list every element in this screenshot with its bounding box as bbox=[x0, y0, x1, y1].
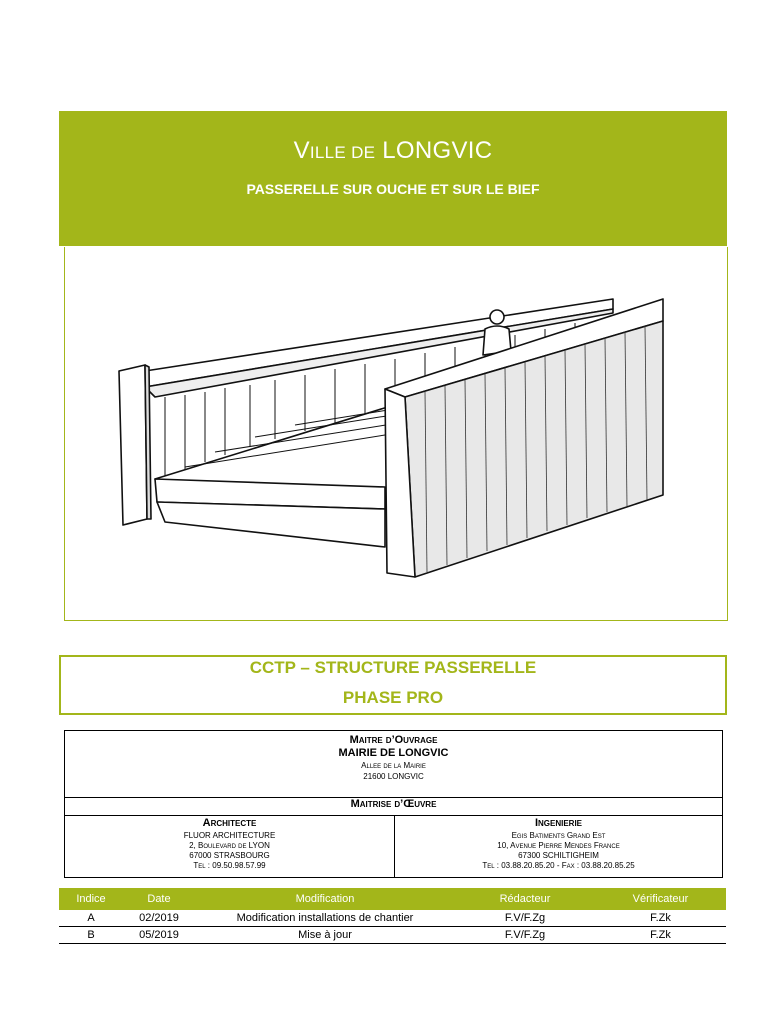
header-date: Date bbox=[123, 888, 195, 910]
ingenierie-line: 67300 SCHILTIGHEIM bbox=[518, 851, 599, 860]
architecte-line: Tel : 09.50.98.57.99 bbox=[193, 861, 266, 870]
document-title: CCTP – STRUCTURE PASSERELLE bbox=[249, 658, 537, 677]
table-row bbox=[59, 910, 726, 927]
header-redacteur: Rédacteur bbox=[455, 888, 595, 910]
maitrise-oeuvre-title: Maitrise d’Œuvre bbox=[65, 797, 722, 816]
ingenierie-section bbox=[395, 815, 722, 877]
ingenierie-line: 10, Avenue Pierre Mendes France bbox=[497, 841, 620, 850]
cell-redacteur: F.V/F.Zg bbox=[455, 910, 595, 927]
cell-date: 02/2019 bbox=[123, 910, 195, 927]
header-indice: Indice bbox=[59, 888, 123, 910]
cell-modification: Mise à jour bbox=[195, 927, 455, 944]
maitre-ouvrage-city: 21600 LONGVIC bbox=[363, 772, 424, 781]
ingenierie-line: Egis Batiments Grand Est bbox=[511, 831, 606, 840]
architecte-title: Architecte bbox=[202, 817, 257, 829]
document-phase: PHASE PRO bbox=[342, 688, 444, 707]
revision-table bbox=[59, 888, 726, 944]
cell-verificateur: F.Zk bbox=[595, 910, 726, 927]
ingenierie-line: Tel : 03.88.20.85.20 - Fax : 03.88.20.85.25 bbox=[482, 861, 635, 870]
cell-modification: Modification installations de chantier bbox=[195, 910, 455, 927]
stakeholders-box bbox=[64, 730, 723, 878]
cell-indice: B bbox=[59, 927, 123, 944]
maitre-ouvrage-name: MAIRIE DE LONGVIC bbox=[338, 747, 449, 759]
architecte-section bbox=[65, 815, 395, 877]
ingenierie-title: Ingenierie bbox=[534, 817, 583, 829]
bridge-illustration-frame bbox=[64, 247, 728, 621]
architecte-line: FLUOR ARCHITECTURE bbox=[183, 831, 276, 840]
city-title: VILLE DE LONGVIC bbox=[293, 137, 493, 164]
cell-indice: A bbox=[59, 910, 123, 927]
header-modification: Modification bbox=[195, 888, 455, 910]
cell-redacteur: F.V/F.Zg bbox=[455, 927, 595, 944]
title-banner bbox=[59, 111, 727, 246]
cell-date: 05/2019 bbox=[123, 927, 195, 944]
architecte-line: 2, Boulevard de LYON bbox=[189, 841, 270, 850]
architecte-line: 67000 STRASBOURG bbox=[189, 851, 270, 860]
cell-verificateur: F.Zk bbox=[595, 927, 726, 944]
header-verificateur: Vérificateur bbox=[595, 888, 726, 910]
maitre-ouvrage-title: Maitre d’Ouvrage bbox=[349, 734, 438, 746]
project-subtitle: PASSERELLE SUR OUCHE ET SUR LE BIEF bbox=[246, 181, 540, 197]
document-title-box bbox=[59, 655, 727, 715]
revision-header-row bbox=[59, 888, 726, 910]
table-row bbox=[59, 927, 726, 944]
maitre-ouvrage-address: Allee de la Mairie bbox=[361, 761, 426, 770]
maitre-ouvrage-section bbox=[65, 731, 722, 798]
bridge-illustration bbox=[65, 247, 727, 619]
